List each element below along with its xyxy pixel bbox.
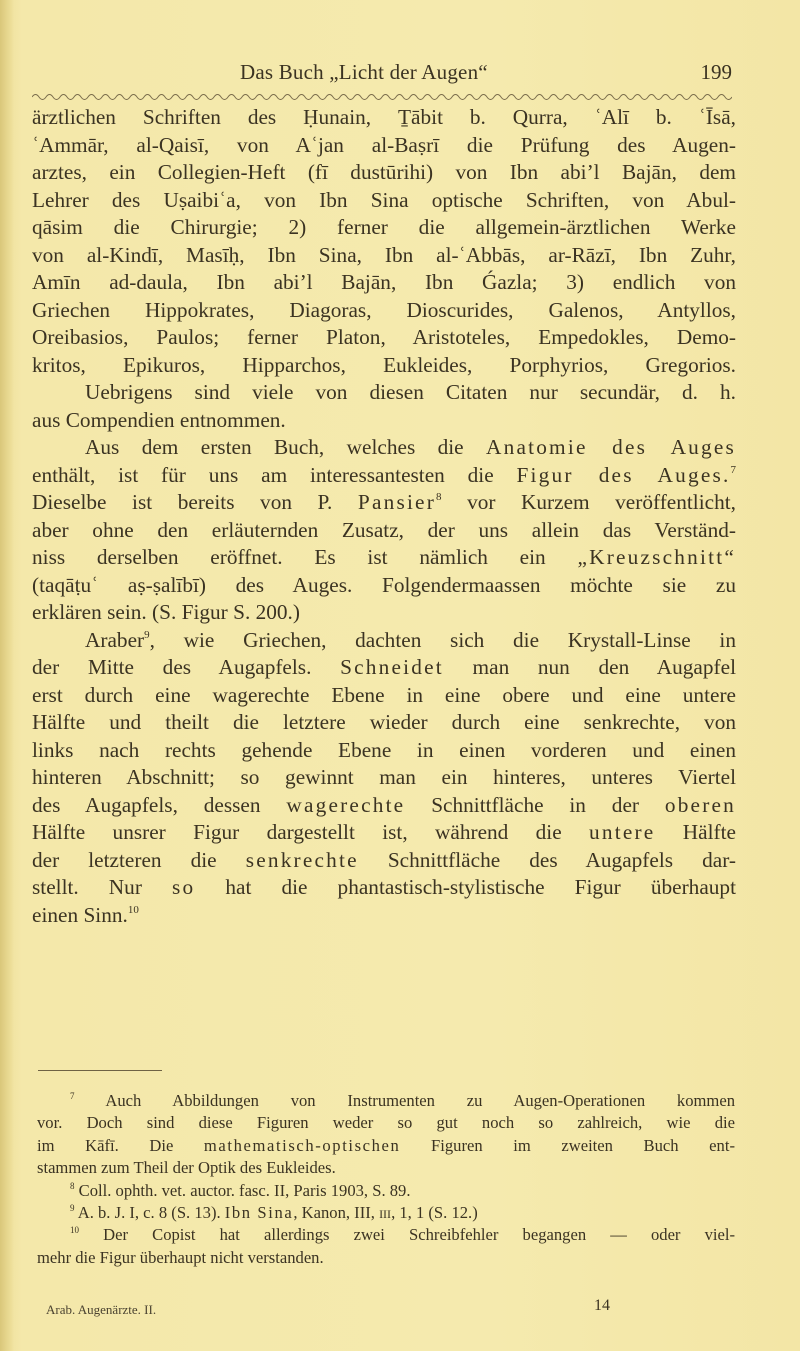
text-line: aber ohne den erläuternden Zusatz, der uns allein das Verständ-	[32, 517, 736, 542]
body-text	[32, 104, 736, 929]
paragraph-lens-section	[32, 627, 736, 930]
emphasis-spaced: „Kreuzschnitt“	[577, 545, 736, 569]
emphasis-spaced: senkrechte	[245, 847, 359, 872]
emphasis-spaced: Pansier	[357, 490, 437, 514]
footnote-ref-9[interactable]: 9	[144, 628, 150, 641]
text-line: Hälfte unsrer Figur dargestellt ist, während die untere Hälfte	[32, 820, 736, 844]
footnote-mark: 10	[70, 1225, 79, 1236]
footnote-mark: 8	[70, 1180, 75, 1191]
text-line: einen Sinn.$^{10}$	[32, 902, 139, 927]
text-line: von al-Kindī, Masīḥ, Ibn Sina, Ibn al-ʿAbbās, ar-Rāzī, Ibn Zuhr,	[32, 242, 736, 267]
paragraph-eye-figure	[32, 434, 736, 627]
text-line: enthält, ist für uns am interessantesten die Figur des Auges.$^7$	[32, 462, 736, 487]
emphasis-spaced: untere	[589, 820, 656, 844]
text-line: Uebrigens sind viele von diesen Citaten nur secundär, d. h.	[85, 380, 736, 404]
text-line: Lehrer des Uṣaibiʿa, von Ibn Sina optische Schriften, von Abul-	[32, 187, 736, 212]
emphasis-spaced: wagerechte	[286, 792, 406, 817]
emphasis-spaced: Anatomie des Auges	[486, 435, 736, 459]
text-line: Griechen Hippokrates, Diagoras, Dioscurides, Galenos, Antyllos,	[32, 297, 736, 322]
wavy-rule-divider	[32, 92, 732, 100]
text-line: stammen zum Theil der Optik des Eukleides.	[37, 1158, 336, 1178]
text-line: hinteren Abschnitt; so gewinnt man ein hinteres, unteres Viertel	[32, 765, 736, 789]
text-line: der Mitte des Augapfels. Schneidet man nun den Augapfel	[32, 655, 736, 679]
text-line: $^7$ Auch Abbildungen von Instrumenten zu Augen-Operationen kommen	[70, 1091, 736, 1110]
text-line: (taqāṭuʿ aṣ-ṣalībī) des Auges. Folgendermaassen möchte sie zu	[32, 572, 736, 597]
footnote-9	[37, 1202, 735, 1224]
emphasis-spaced: Schneidet	[340, 655, 444, 679]
emphasis-spaced: mathematisch-optischen	[203, 1135, 401, 1155]
text-line: qāsim die Chirurgie; 2) ferner die allgemein-ärztlichen Werke	[32, 215, 736, 239]
running-title: Das Buch „Licht der Augen“	[240, 60, 488, 84]
text-line: niss derselben eröffnet. Es ist nämlich ein „Kreuzschnitt“	[32, 545, 736, 569]
text-line: Oreibasios, Paulos; ferner Platon, Aristoteles, Empedokles, Demo-	[32, 325, 736, 349]
text-line: Aus dem ersten Buch, welches die Anatomie des Auges	[85, 435, 736, 459]
footnote-ref-10[interactable]: 10	[127, 903, 139, 916]
text-line: mehr die Figur überhaupt nicht verstanden.	[37, 1247, 324, 1267]
text-line: im Kāfī. Die mathematisch-optischen Figuren im zweiten Buch ent-	[37, 1135, 735, 1155]
footnote-10	[37, 1224, 735, 1269]
footnote-8	[37, 1180, 735, 1202]
footnote-mark: 9	[70, 1203, 75, 1214]
text-line: erst durch eine wagerechte Ebene in eine obere und eine untere	[32, 682, 736, 707]
text-line: vor. Doch sind diese Figuren weder so gut noch so zahlreich, wie die	[37, 1113, 735, 1133]
footnote-ref-7[interactable]: 7	[730, 463, 736, 476]
text-line: $^{10}$ Der Copist hat allerdings zwei Schreibfehler begangen — oder viel-	[70, 1225, 735, 1245]
footnote-mark: 7	[70, 1091, 75, 1101]
text-line: arztes, ein Collegien-Heft (fī dustūrihi) von Ibn abi’l Bajān, dem	[32, 160, 736, 184]
paragraph-citations-note	[32, 379, 736, 434]
emphasis-spaced: Figur des Auges.	[516, 462, 731, 487]
text-line: des Augapfels, dessen wagerechte Schnittfläche in der oberen	[32, 792, 736, 817]
text-line: Araber$^9$, wie Griechen, dachten sich die Krystall-Linse in	[85, 627, 736, 652]
text-line: links nach rechts gehende Ebene in einen vorderen und einen	[32, 737, 736, 762]
binding-gutter-shadow	[0, 0, 14, 1351]
text-line: Amīn ad-daula, Ibn abi’l Bajān, Ibn Ǵazla; 3) endlich von	[32, 270, 736, 294]
text-line: Dieselbe ist bereits von P. Pansier$^8$ vor Kurzem veröffentlicht,	[32, 490, 736, 514]
emphasis-spaced: Ibn Sina	[224, 1203, 294, 1223]
footnote-separator	[38, 1070, 162, 1071]
text-line: $^8$ Coll. ophth. vet. auctor. fasc. II, Paris 1903, S. 89.	[70, 1180, 411, 1200]
text-line: der letzteren die senkrechte Schnittfläche des Augapfels dar-	[32, 847, 736, 872]
footnote-7	[37, 1090, 735, 1180]
text-line: aus Compendien entnommen.	[32, 407, 286, 432]
text-line: Hälfte und theilt die letztere wieder durch eine senkrechte, von	[32, 710, 736, 734]
emphasis-spaced: so	[171, 875, 196, 899]
text-line: stellt. Nur so hat die phantastisch-stylistische Figur überhaupt	[32, 875, 736, 899]
text-line: erklären sein. (S. Figur S. 200.)	[32, 600, 300, 624]
running-head	[32, 60, 732, 88]
sheet-number: 14	[594, 1297, 610, 1314]
emphasis-spaced: oberen	[664, 792, 736, 817]
printer-signature: Arab. Augenärzte. II.	[46, 1302, 157, 1317]
text-line: ärztlichen Schriften des Ḥunain, Ṯābit b. Qurra, ʿAlī b. ʿĪsā,	[32, 105, 736, 129]
text-line: ʿAmmār, al-Qaisī, von Aʿjan al-Baṣrī die Prüfung des Augen-	[32, 132, 736, 157]
paragraph-sources-list	[32, 104, 736, 379]
page-number: 199	[700, 60, 732, 84]
text-line: $^9$ A. b. J. I, c. 8 (S. 13). Ibn Sina, Kanon, III, iii, 1, 1 (S. 12.)	[70, 1203, 478, 1223]
footnotes	[37, 1090, 735, 1269]
text-line: kritos, Epikuros, Hipparchos, Eukleides, Porphyrios, Gregorios.	[32, 352, 736, 377]
roman-numeral-smallcaps: iii	[379, 1203, 392, 1223]
footnote-ref-8[interactable]: 8	[436, 491, 442, 503]
